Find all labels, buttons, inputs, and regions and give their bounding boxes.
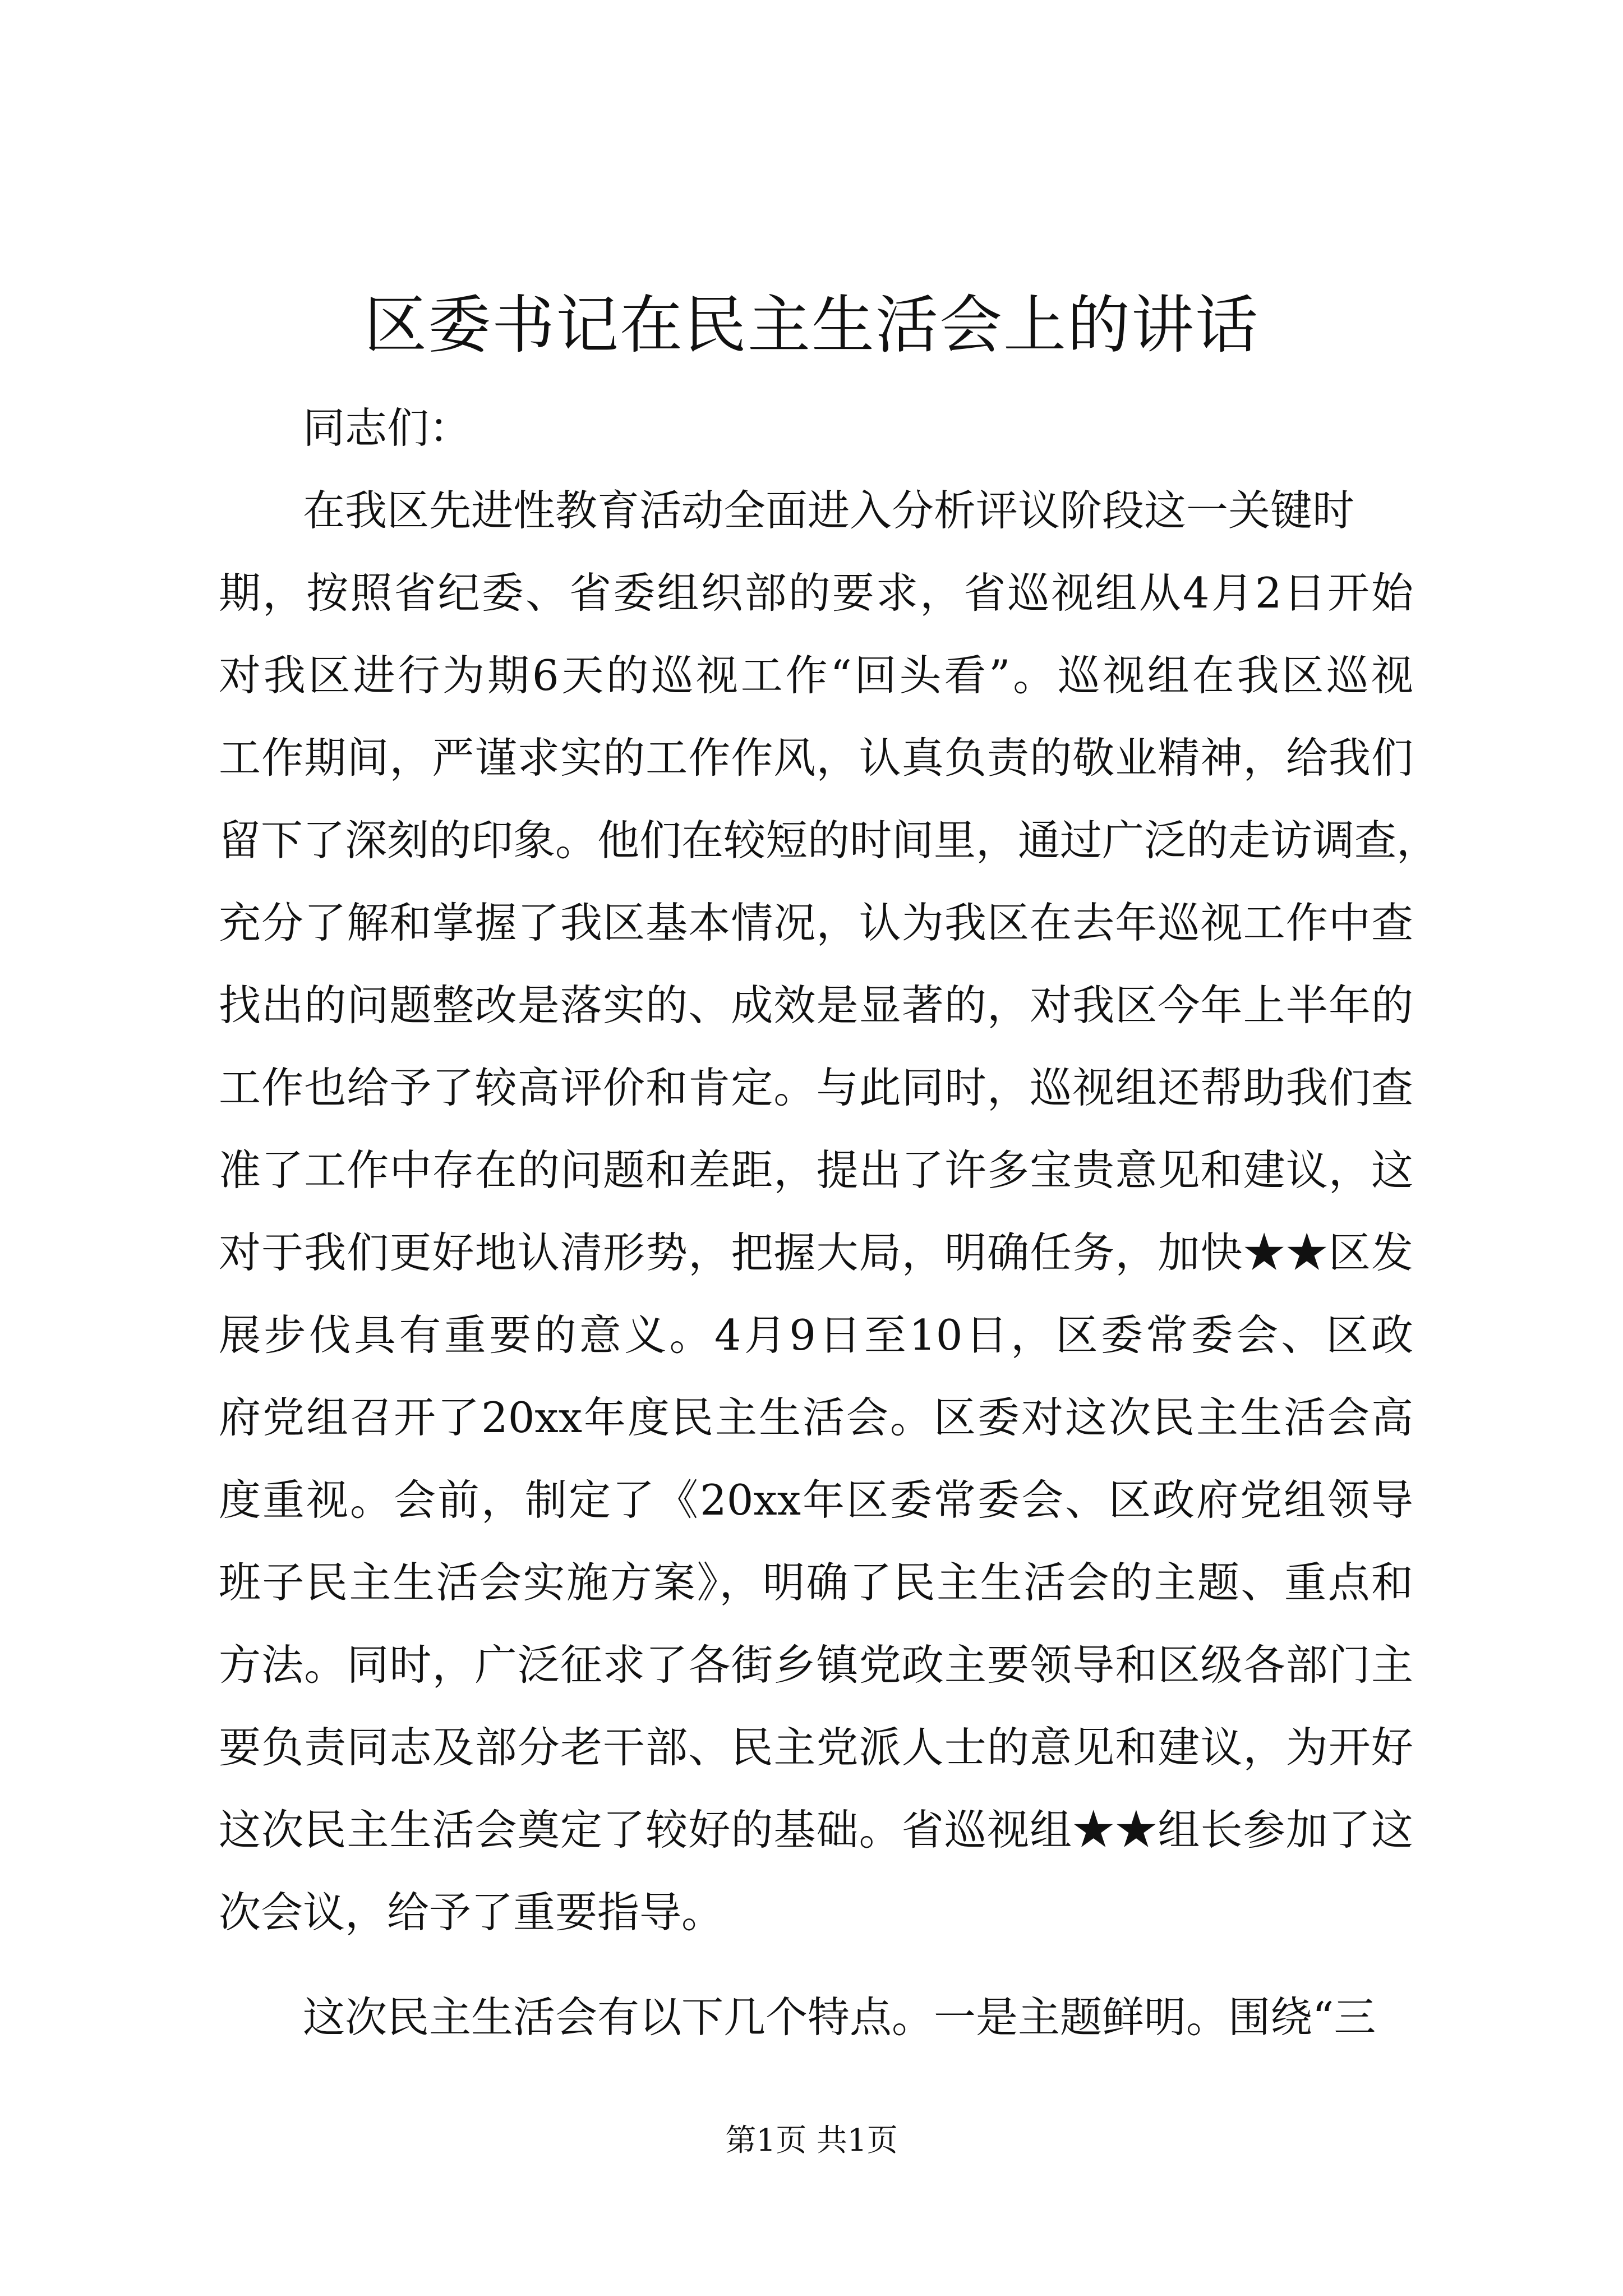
paragraph-1-line: 对于我们更好地认清形势，把握大局，明确任务，加快★★区发 (219, 1228, 1413, 1277)
paragraph-1-line: 展步伐具有重要的意义。4月9日至10日，区委常委会、区政 (219, 1310, 1413, 1360)
document-body (219, 387, 1439, 2059)
paragraph-1-line: 充分了解和掌握了我区基本情况，认为我区在去年巡视工作中查 (219, 898, 1413, 947)
paragraph-1-line: 府党组召开了20xx年度民主生活会。区委对这次民主生活会高 (219, 1393, 1413, 1442)
paragraph-1-line: 期，按照省纪委、省委组织部的要求，省巡视组从4月2日开始 (219, 568, 1413, 618)
paragraph-1-line: 工作也给予了较高评价和肯定。与此同时，巡视组还帮助我们查 (219, 1063, 1413, 1112)
paragraph-1-line: 对我区进行为期6天的巡视工作“回头看”。巡视组在我区巡视 (219, 651, 1413, 700)
document-title: 区委书记在民主生活会上的讲话 (364, 289, 1259, 362)
page-number-footer: 第1页 共1页 (725, 2122, 898, 2158)
paragraph-1-line: 这次民主生活会奠定了较好的基础。省巡视组★★组长参加了这 (219, 1805, 1413, 1855)
paragraph-1-line: 准了工作中存在的问题和差距，提出了许多宝贵意见和建议，这 (219, 1145, 1413, 1195)
paragraph-1-line: 找出的问题整改是落实的、成效是显著的，对我区今年上半年的 (219, 981, 1413, 1030)
paragraph-1-line: 方法。同时，广泛征求了各街乡镇党政主要领导和区级各部门主 (219, 1640, 1413, 1690)
paragraph-2-line: 这次民主生活会有以下几个特点。一是主题鲜明。围绕“三 (303, 1993, 1376, 2042)
paragraph-1-line: 在我区先进性教育活动全面进入分析评议阶段这一关键时 (303, 486, 1355, 535)
paragraph-1-line: 班子民主生活会实施方案》，明确了民主生活会的主题、重点和 (219, 1558, 1413, 1607)
paragraph-1-line: 工作期间，严谨求实的工作作风，认真负责的敬业精神，给我们 (219, 733, 1413, 783)
paragraph-1-line: 度重视。会前，制定了《20xx年区委常委会、区政府党组领导 (219, 1475, 1413, 1525)
salutation: 同志们： (303, 403, 472, 453)
paragraph-1-line: 要负责同志及部分老干部、民主党派人士的意见和建议，为开好 (219, 1723, 1413, 1772)
paragraph-1-line: 留下了深刻的印象。他们在较短的时间里，通过广泛的走访调查， (219, 816, 1439, 865)
paragraph-spacing (219, 1954, 1413, 1976)
paragraph-1-line: 次会议，给予了重要指导。 (219, 1888, 724, 1937)
